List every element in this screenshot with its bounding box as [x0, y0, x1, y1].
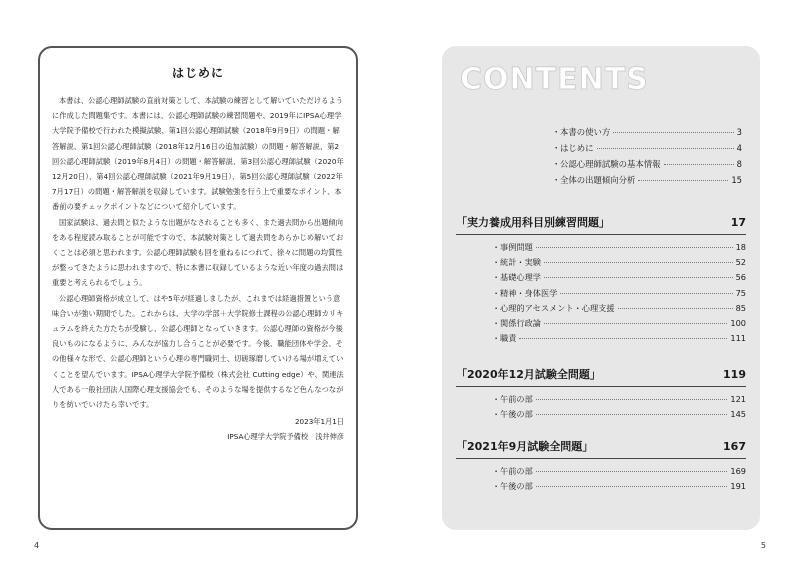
- preface-title: はじめに: [171, 66, 224, 80]
- toc-bullet: ・: [492, 302, 501, 313]
- toc-entry[interactable]: [492, 286, 746, 301]
- toc-leader-dots: [519, 338, 727, 339]
- toc-entry-label: 職責: [500, 333, 517, 344]
- toc-entry-page: 3: [736, 127, 742, 137]
- page-number-right: 5: [760, 541, 766, 550]
- toc-entry[interactable]: [492, 301, 746, 316]
- toc-entry-label: 午後の部: [500, 409, 533, 420]
- preface-signature: IPSA心理学大学院予備校 浅井伸彦: [227, 432, 344, 442]
- toc-bullet: ・: [492, 409, 501, 420]
- toc-entry[interactable]: [492, 331, 746, 346]
- toc-entry-page: 4: [736, 143, 742, 153]
- toc-entry-label: 午前の部: [500, 394, 533, 404]
- toc-entry-label: 心理的アセスメント・心理支援: [500, 302, 615, 313]
- toc-entry[interactable]: [492, 464, 746, 479]
- toc-section-items: [492, 392, 746, 422]
- toc-entry[interactable]: [552, 124, 742, 140]
- toc-entry-page: 121: [730, 394, 746, 404]
- contents-panel: [442, 46, 760, 530]
- toc-entry[interactable]: [492, 240, 746, 255]
- toc-bullet: ・: [492, 394, 501, 404]
- toc-entry-label: 午後の部: [500, 481, 533, 492]
- toc-entry-label: 精神・身体医学: [500, 287, 558, 298]
- toc-section-header[interactable]: [456, 436, 746, 459]
- toc-bullet: ・: [492, 333, 501, 344]
- toc-entry-label: 関係行政論: [500, 317, 541, 328]
- toc-section-page: 17: [730, 215, 746, 229]
- toc-bullet: ・: [492, 481, 501, 492]
- toc-entry-page: 56: [735, 272, 746, 283]
- preface-date: 2023年1月1日: [294, 417, 344, 427]
- toc-leader-dots: [638, 180, 728, 181]
- toc-section-items: [492, 464, 746, 494]
- preface-paragraph: 公認心理師資格が成立して、はや5年が経過しましたが、これまでは経過措置という意味合いが強い期間でした。これからは、大学の学部＋大学院修士課程の公認心理師カリキュラムを終えた方たちが受験し、公認心理師となっていきます。公認心理師の資格が今後良いものになるように、みんなが協力し合うことが必要です。今後、職能団体や学会、その他様々な形で、公認心理師という心理の専門職同士、切磋琢磨していける場が増えていくことを望んでいます。IPSA心理学大学院予備校（株式会社 Cutting edge）や、関連法人である一般社団法人国際心理支援協会でも、そのような場を提供するなど色んなつながりを紡いでいけたら幸いです。: [52, 293, 344, 410]
- toc-bullet: ・: [492, 466, 501, 476]
- toc-leader-dots: [536, 399, 728, 400]
- toc-section: [456, 364, 746, 422]
- toc-entry[interactable]: [492, 270, 746, 285]
- toc-section-page: 167: [723, 439, 746, 453]
- toc-entry-label: はじめに: [560, 143, 594, 153]
- toc-bullet: ・: [492, 272, 501, 283]
- toc-bullet: ・: [552, 159, 561, 169]
- preface-paragraph: 国家試験は、過去問と似たような出題がなされることも多く、また過去問から出題傾向をある程度読み取ることが可能ですので、本試験対策として過去問をあらかじめ解いておくことは必須と思われます。公認心理師試験も回を重ねるにつれて、徐々に問題の均質性が整ってきたように思われますので、特に本書に収録しているような近い年度の過去問は重要と考えられるでしょう。: [52, 217, 344, 288]
- toc-section-header[interactable]: [456, 212, 746, 235]
- toc-bullet: ・: [552, 143, 561, 153]
- toc-entry[interactable]: [492, 392, 746, 407]
- contents-heading: CONTENTS: [460, 62, 649, 97]
- toc-entry-label: 全体の出題傾向分析: [560, 175, 636, 185]
- toc-leader-dots: [536, 414, 728, 415]
- toc-leader-dots: [597, 148, 734, 149]
- toc-entry-page: 111: [730, 333, 746, 344]
- intro-toc-list: [552, 124, 742, 188]
- toc-entry-page: 169: [730, 466, 746, 476]
- toc-entry[interactable]: [492, 255, 746, 270]
- toc-section-page: 119: [723, 367, 746, 381]
- toc-entry-page: 75: [735, 287, 746, 298]
- toc-entry-label: 午前の部: [500, 466, 533, 476]
- toc-entry[interactable]: [552, 140, 742, 156]
- toc-entry-label: 基礎心理学: [500, 272, 541, 283]
- toc-section: [456, 436, 746, 494]
- page-number-left: 4: [34, 541, 40, 550]
- toc-entry[interactable]: [492, 316, 746, 331]
- toc-entry-page: 8: [736, 159, 742, 169]
- toc-leader-dots: [536, 471, 728, 472]
- toc-leader-dots: [613, 132, 733, 133]
- toc-entry-page: 145: [730, 409, 746, 420]
- toc-leader-dots: [664, 164, 734, 165]
- toc-leader-dots: [560, 293, 732, 294]
- toc-leader-dots: [618, 308, 733, 309]
- toc-entry-label: 事例問題: [500, 242, 533, 252]
- toc-entry-page: 100: [730, 317, 746, 328]
- toc-leader-dots: [544, 262, 733, 263]
- toc-bullet: ・: [492, 242, 501, 252]
- toc-leader-dots: [536, 486, 728, 487]
- toc-section-title: 「2021年9月試験全問題」: [456, 440, 594, 453]
- toc-entry-page: 85: [735, 302, 746, 313]
- toc-section-items: [492, 240, 746, 346]
- toc-entry[interactable]: [492, 407, 746, 422]
- toc-leader-dots: [544, 323, 727, 324]
- toc-entry-label: 本書の使い方: [560, 127, 611, 137]
- toc-entry-label: 統計・実験: [500, 257, 541, 268]
- toc-entry-page: 52: [735, 257, 746, 268]
- right-page: [400, 0, 800, 568]
- toc-entry[interactable]: [552, 156, 742, 172]
- preface-paragraph: 本書は、公認心理師試験の直前対策として、本試験の練習として解いていただけるように作成した問題集です。本書には、公認心理師試験の練習問題や、2019年にIPSA心理学大学院予備校で行われた模擬試験、第1回公認心理師試験（2018年9月9日）の問題・解答解説、第1回公認心理師試験（2018年12月16日の追加試験）の問題・解答解説、第2回公認心理師試験（2019年8月4日）の問題・解答解説、第3回公認心理師試験（2020年12月20日）、第4回公認心理師試験（2021年9月19日）、第5回公認心理師試験（2022年7月17日）の問題・解答解説を収録しています。試験勉強を行う上で重要なポイント、本番前の要チェックポイントなどについて紹介しています。: [52, 96, 344, 212]
- toc-section: [456, 212, 746, 346]
- toc-entry[interactable]: [492, 479, 746, 494]
- toc-section-title: 「実力養成用科目別練習問題」: [456, 216, 610, 229]
- toc-entry-page: 191: [730, 481, 746, 492]
- toc-bullet: ・: [492, 257, 501, 268]
- toc-entry-label: 公認心理師試験の基本情報: [560, 159, 661, 169]
- toc-bullet: ・: [492, 317, 501, 328]
- toc-bullet: ・: [552, 175, 561, 185]
- toc-section-title: 「2020年12月試験全問題」: [456, 368, 601, 381]
- toc-section-header[interactable]: [456, 364, 746, 387]
- toc-entry-page: 15: [731, 175, 742, 185]
- toc-entry[interactable]: [552, 172, 742, 188]
- toc-bullet: ・: [552, 127, 561, 137]
- toc-leader-dots: [544, 277, 733, 278]
- preface-box: [38, 46, 358, 530]
- toc-entry-page: 18: [735, 242, 746, 252]
- toc-bullet: ・: [492, 287, 501, 298]
- toc-leader-dots: [536, 247, 733, 248]
